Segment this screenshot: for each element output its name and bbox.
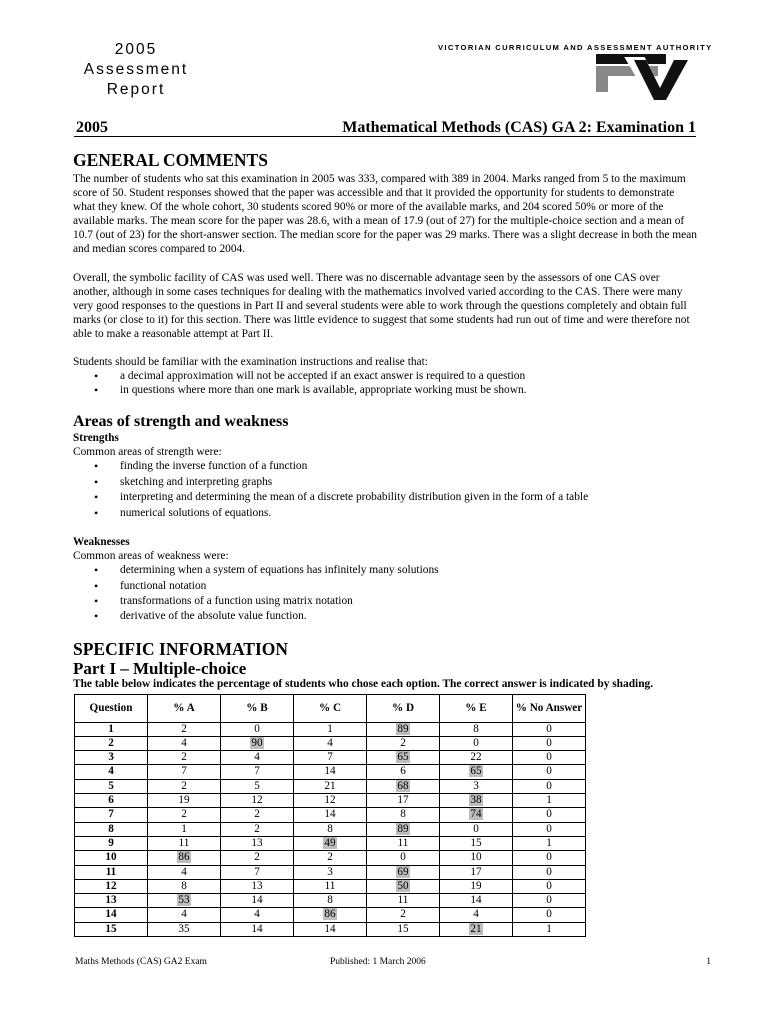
table-row [75, 836, 586, 850]
table-cell [221, 908, 294, 922]
cell-value: 14 [470, 894, 482, 907]
cell-value: 0 [473, 822, 479, 835]
table-cell [294, 879, 367, 893]
brand-report: Report [106, 81, 166, 98]
correct-answer-value: 86 [324, 908, 336, 921]
table-cell [294, 794, 367, 808]
table-row [75, 765, 586, 779]
table-cell [148, 722, 221, 736]
report-brand [76, 40, 196, 100]
table-row [75, 751, 586, 765]
cell-value: 35 [178, 922, 190, 935]
cell-value: 1 [181, 822, 187, 835]
table-cell [367, 751, 440, 765]
strengths-heading: Strengths [73, 432, 119, 445]
cell-value: 2 [254, 808, 260, 821]
correct-answer-value: 38 [470, 794, 482, 807]
cell-value: 4 [254, 908, 260, 921]
table-cell [148, 908, 221, 922]
cell-value: 22 [470, 751, 482, 764]
cell-value: 15 [397, 922, 409, 935]
table-cell [148, 894, 221, 908]
table-cell [294, 865, 367, 879]
question-number: 15 [75, 922, 148, 936]
table-cell [294, 736, 367, 750]
table-cell [221, 865, 294, 879]
table-cell [294, 779, 367, 793]
table-cell [513, 908, 586, 922]
cell-value: 4 [181, 908, 187, 921]
cell-value: 4 [327, 736, 333, 749]
table-cell [221, 879, 294, 893]
cell-value: 0 [546, 808, 552, 821]
correct-answer-value: 49 [324, 836, 336, 849]
question-number: 4 [75, 765, 148, 779]
table-cell [221, 779, 294, 793]
table-cell [148, 836, 221, 850]
table-cell [148, 822, 221, 836]
table-cell [440, 751, 513, 765]
table-cell [221, 751, 294, 765]
table-cell [221, 722, 294, 736]
table-cell [367, 765, 440, 779]
cell-value: 12 [251, 794, 263, 807]
table-cell [367, 865, 440, 879]
cell-value: 13 [251, 836, 263, 849]
table-row [75, 722, 586, 736]
table-cell [221, 794, 294, 808]
table-cell [440, 722, 513, 736]
cell-value: 0 [546, 851, 552, 864]
table-cell [221, 765, 294, 779]
col-no-answer: % No Answer [513, 694, 586, 722]
table-cell [513, 865, 586, 879]
cell-value: 0 [546, 722, 552, 735]
cell-value: 14 [251, 922, 263, 935]
cell-value: 0 [546, 751, 552, 764]
table-cell [513, 894, 586, 908]
table-cell [367, 836, 440, 850]
table-row [75, 779, 586, 793]
question-number: 10 [75, 851, 148, 865]
table-cell [221, 851, 294, 865]
cell-value: 14 [324, 808, 336, 821]
general-paragraph-1: The number of students who sat this examination in 2005 was 333, compared with 389 in 2004. Marks ranged from 5 to the maximum score of 50. Student responses showed that the paper was accessible and that it provided the opportunity for students to demonstrate what they knew. Of the whole cohort, 30 students scored 90% or more of the available marks, and 204 scored 50% or more of the available marks. The mean score for the paper was 28.6, with a mean of 17.9 (out of 27) for the multiple-choice section and a mean of 10.7 (out of 23) for the short-answer section. The median score for the paper was 29 marks. There was a slight decrease in both the mean and median scores compared to 2004. [73, 173, 697, 256]
table-cell [440, 922, 513, 936]
question-number: 14 [75, 908, 148, 922]
brand-assessment: Assessment [83, 61, 189, 78]
table-cell [367, 894, 440, 908]
general-comments-heading: GENERAL COMMENTS [73, 150, 268, 170]
table-cell [148, 865, 221, 879]
table-cell [440, 808, 513, 822]
brand-year: 2005 [114, 41, 158, 58]
table-cell [221, 836, 294, 850]
table-cell [440, 765, 513, 779]
table-cell [148, 922, 221, 936]
general-paragraph-3: Students should be familiar with the examination instructions and realise that: [73, 356, 428, 369]
table-cell [294, 836, 367, 850]
question-number: 6 [75, 794, 148, 808]
table-cell [440, 879, 513, 893]
table-cell [513, 765, 586, 779]
table-cell [221, 822, 294, 836]
cell-value: 7 [181, 765, 187, 778]
table-cell [513, 822, 586, 836]
table-cell [294, 808, 367, 822]
table-cell [148, 765, 221, 779]
cell-value: 1 [546, 794, 552, 807]
cell-value: 7 [327, 751, 333, 764]
weaknesses-heading: Weaknesses [73, 536, 130, 549]
table-cell [294, 722, 367, 736]
table-cell [513, 922, 586, 936]
table-cell [513, 794, 586, 808]
areas-heading: Areas of strength and weakness [73, 413, 289, 431]
table-cell [513, 779, 586, 793]
table-cell [513, 808, 586, 822]
table-row [75, 894, 586, 908]
table-intro: The table below indicates the percentage of students who chose each option. The correct answer is indicated by shading. [73, 677, 654, 690]
question-number: 2 [75, 736, 148, 750]
col-b: % B [221, 694, 294, 722]
cell-value: 6 [400, 765, 406, 778]
table-cell [440, 836, 513, 850]
table-cell [294, 922, 367, 936]
cell-value: 3 [327, 865, 333, 878]
question-number: 5 [75, 779, 148, 793]
cell-value: 1 [546, 922, 552, 935]
col-question: Question [75, 694, 148, 722]
cell-value: 0 [546, 765, 552, 778]
correct-answer-value: 53 [178, 894, 190, 907]
correct-answer-value: 90 [251, 736, 263, 749]
col-a: % A [148, 694, 221, 722]
cell-value: 1 [546, 836, 552, 849]
correct-answer-value: 74 [470, 808, 482, 821]
multiple-choice-table [74, 694, 586, 937]
table-cell [367, 908, 440, 922]
table-cell [148, 736, 221, 750]
col-d: % D [367, 694, 440, 722]
footer-published: Published: 1 March 2006 [330, 957, 426, 967]
cell-value: 0 [546, 779, 552, 792]
table-header-row [75, 694, 586, 722]
col-e: % E [440, 694, 513, 722]
cell-value: 0 [546, 908, 552, 921]
question-number: 13 [75, 894, 148, 908]
table-row [75, 851, 586, 865]
weaknesses-list [73, 563, 697, 625]
list-item: • interpreting and determining the mean of a discrete probability distribution given in the form of a table [120, 490, 697, 505]
table-cell [221, 808, 294, 822]
cell-value: 4 [181, 865, 187, 878]
table-cell [294, 822, 367, 836]
cell-value: 15 [470, 836, 482, 849]
cell-value: 2 [254, 851, 260, 864]
cell-value: 8 [327, 822, 333, 835]
cell-value: 4 [181, 736, 187, 749]
col-c: % C [294, 694, 367, 722]
table-row [75, 794, 586, 808]
correct-answer-value: 50 [397, 879, 409, 892]
authority-name: VICTORIAN CURRICULUM AND ASSESSMENT AUTHORITY [438, 43, 713, 52]
list-item: • a decimal approximation will not be accepted if an exact answer is required to a question [120, 369, 697, 383]
table-cell [148, 879, 221, 893]
correct-answer-value: 86 [178, 851, 190, 864]
table-cell [513, 751, 586, 765]
cell-value: 4 [473, 908, 479, 921]
header-year: 2005 [76, 119, 108, 136]
correct-answer-value: 65 [397, 751, 409, 764]
cell-value: 0 [254, 722, 260, 735]
cell-value: 11 [178, 836, 190, 849]
table-cell [367, 922, 440, 936]
table-cell [513, 879, 586, 893]
cell-value: 19 [178, 794, 190, 807]
table-row [75, 822, 586, 836]
table-cell [367, 822, 440, 836]
table-cell [440, 865, 513, 879]
cell-value: 2 [181, 722, 187, 735]
cell-value: 0 [546, 822, 552, 835]
cell-value: 12 [324, 794, 336, 807]
cell-value: 0 [546, 865, 552, 878]
cell-value: 17 [397, 794, 409, 807]
strengths-list [73, 459, 697, 521]
cell-value: 1 [327, 722, 333, 735]
list-item: • derivative of the absolute value function. [120, 609, 697, 624]
correct-answer-value: 89 [397, 822, 409, 835]
table-cell [440, 736, 513, 750]
cell-value: 2 [181, 779, 187, 792]
cell-value: 7 [254, 865, 260, 878]
weaknesses-intro: Common areas of weakness were: [73, 550, 229, 563]
cell-value: 14 [324, 922, 336, 935]
table-cell [367, 879, 440, 893]
table-cell [294, 765, 367, 779]
list-item: • in questions where more than one mark is available, appropriate working must be shown. [120, 383, 697, 397]
table-cell [513, 836, 586, 850]
cell-value: 0 [473, 736, 479, 749]
page-number: 1 [706, 957, 711, 967]
table-cell [367, 851, 440, 865]
table-cell [148, 779, 221, 793]
cell-value: 7 [254, 765, 260, 778]
cell-value: 8 [327, 894, 333, 907]
footer-left: Maths Methods (CAS) GA2 Exam [75, 957, 207, 967]
cell-value: 3 [473, 779, 479, 792]
cell-value: 13 [251, 879, 263, 892]
correct-answer-value: 68 [397, 779, 409, 792]
cell-value: 4 [254, 751, 260, 764]
part-heading: Part I – Multiple-choice [73, 658, 247, 678]
cell-value: 0 [400, 851, 406, 864]
table-cell [367, 779, 440, 793]
table-cell [148, 794, 221, 808]
question-number: 3 [75, 751, 148, 765]
table-cell [513, 736, 586, 750]
table-cell [513, 851, 586, 865]
table-row [75, 908, 586, 922]
table-cell [440, 908, 513, 922]
table-cell [221, 736, 294, 750]
specific-information-heading: SPECIFIC INFORMATION [73, 638, 289, 659]
strengths-intro: Common areas of strength were: [73, 446, 222, 459]
header-title: Mathematical Methods (CAS) GA 2: Examination 1 [342, 119, 696, 136]
table-row [75, 922, 586, 936]
cell-value: 2 [254, 822, 260, 835]
cell-value: 11 [397, 894, 409, 907]
correct-answer-value: 21 [470, 922, 482, 935]
table-row [75, 808, 586, 822]
cell-value: 2 [181, 751, 187, 764]
cell-value: 14 [324, 765, 336, 778]
table-cell [221, 894, 294, 908]
list-item: • numerical solutions of equations. [120, 506, 697, 521]
table-cell [148, 808, 221, 822]
table-row [75, 736, 586, 750]
cell-value: 17 [470, 865, 482, 878]
table-cell [367, 808, 440, 822]
cell-value: 2 [327, 851, 333, 864]
cell-value: 14 [251, 894, 263, 907]
table-cell [440, 794, 513, 808]
table-cell [221, 922, 294, 936]
general-paragraph-2: Overall, the symbolic facility of CAS was used well. There was no discernable advantage seen by the assessors of one CAS over another, although in some cases techniques for dealing with the mathematics involved varied according to the CAS. There were many very good responses to the questions in Part II and several students were able to work through the questions completely and obtain full marks (or close to it) for this section. There was little evidence to suggest that some students had run out of time and were therefore not able to make a reasonable attempt at Part II. [73, 271, 690, 340]
cell-value: 11 [397, 836, 409, 849]
list-item: • sketching and interpreting graphs [120, 475, 697, 490]
cell-value: 8 [473, 722, 479, 735]
cell-value: 0 [546, 879, 552, 892]
cell-value: 8 [181, 879, 187, 892]
cell-value: 0 [546, 894, 552, 907]
table-cell [294, 851, 367, 865]
table-cell [294, 908, 367, 922]
list-item: • functional notation [120, 579, 697, 594]
table-cell [367, 794, 440, 808]
cell-value: 21 [324, 779, 336, 792]
table-cell [440, 779, 513, 793]
table-cell [440, 851, 513, 865]
question-number: 11 [75, 865, 148, 879]
table-row [75, 879, 586, 893]
list-item: • finding the inverse function of a function [120, 459, 697, 474]
table-row [75, 865, 586, 879]
cell-value: 19 [470, 879, 482, 892]
cell-value: 8 [400, 808, 406, 821]
question-number: 1 [75, 722, 148, 736]
table-cell [294, 894, 367, 908]
question-number: 9 [75, 836, 148, 850]
vcaa-logo-icon [596, 54, 696, 102]
cell-value: 11 [324, 879, 336, 892]
question-number: 12 [75, 879, 148, 893]
table-cell [148, 851, 221, 865]
cell-value: 5 [254, 779, 260, 792]
question-number: 7 [75, 808, 148, 822]
question-number: 8 [75, 822, 148, 836]
correct-answer-value: 89 [397, 722, 409, 735]
cell-value: 2 [181, 808, 187, 821]
page-header [74, 119, 696, 137]
table-cell [148, 751, 221, 765]
instructions-list [73, 369, 697, 397]
table-cell [440, 822, 513, 836]
cell-value: 2 [400, 736, 406, 749]
correct-answer-value: 65 [470, 765, 482, 778]
table-cell [440, 894, 513, 908]
table-cell [367, 736, 440, 750]
table-cell [294, 751, 367, 765]
list-item: • transformations of a function using matrix notation [120, 594, 697, 609]
cell-value: 10 [470, 851, 482, 864]
list-item: • determining when a system of equations has infinitely many solutions [120, 563, 697, 578]
table-cell [367, 722, 440, 736]
cell-value: 2 [400, 908, 406, 921]
table-cell [513, 722, 586, 736]
cell-value: 0 [546, 736, 552, 749]
correct-answer-value: 69 [397, 865, 409, 878]
document-body [73, 150, 697, 937]
